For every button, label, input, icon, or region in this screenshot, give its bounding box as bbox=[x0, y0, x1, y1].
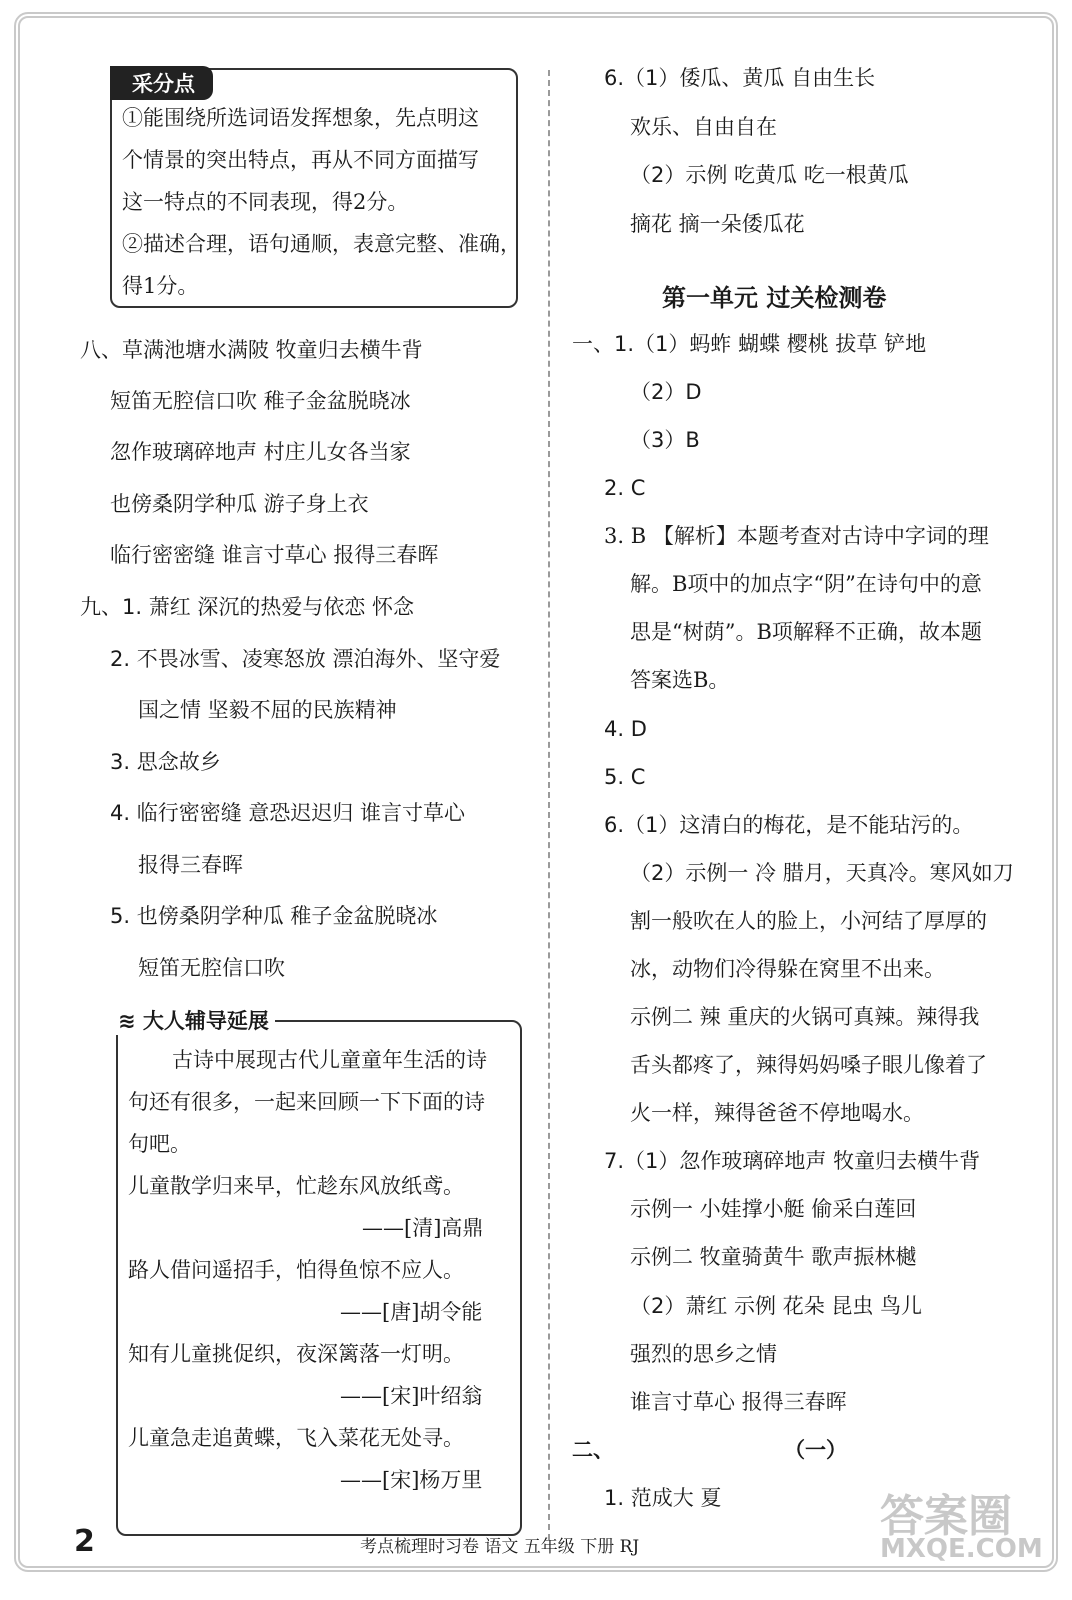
answer-line: 示例二 辣 重庆的火锅可真辣。辣得我 bbox=[630, 1005, 980, 1029]
answer-line: 4. 临行密密缝 意恐迟迟归 谁言寸草心 bbox=[110, 801, 466, 825]
poem-author: ——[清]高鼎 bbox=[362, 1216, 484, 1240]
poem-line: 知有儿童挑促织，夜深篱落一灯明。 bbox=[128, 1342, 464, 1366]
answer-line: 示例二 牧童骑黄牛 歌声振林樾 bbox=[630, 1245, 917, 1269]
answer-line: 欢乐、自由自在 bbox=[630, 115, 777, 139]
answer-line: 也傍桑阴学种瓜 游子身上衣 bbox=[110, 492, 369, 516]
answer-line: 火一样，辣得爸爸不停地喝水。 bbox=[630, 1101, 924, 1125]
scoring-line: ①能围绕所选词语发挥想象，先点明这 bbox=[122, 106, 479, 130]
answer-line: 6.（1）这清白的梅花，是不能玷污的。 bbox=[604, 813, 974, 837]
answer-line: 一、1.（1）蚂蚱 蝴蝶 樱桃 拔草 铲地 bbox=[572, 332, 927, 356]
answer-line: 7.（1）忽作玻璃碎地声 牧童归去横牛背 bbox=[604, 1149, 981, 1173]
answer-line: 答案选B。 bbox=[630, 668, 730, 692]
answer-line: 示例一 小娃撑小艇 偷采白莲回 bbox=[630, 1197, 917, 1221]
watermark-url: MXQE.COM bbox=[880, 1534, 1043, 1564]
watermark-logo: 答案圈 bbox=[880, 1491, 1012, 1542]
extension-title bbox=[112, 1005, 275, 1035]
extension-line: 古诗中展现古代儿童童年生活的诗 bbox=[172, 1048, 487, 1072]
poem-author: ——[唐]胡令能 bbox=[340, 1300, 483, 1324]
poem-line: 儿童散学归来早，忙趁东风放纸鸢。 bbox=[128, 1174, 464, 1198]
answer-line: 八、草满池塘水满陂 牧童归去横牛背 bbox=[80, 338, 423, 362]
answer-line: （2）示例 吃黄瓜 吃一根黄瓜 bbox=[630, 163, 909, 187]
answer-line: 1. 范成大 夏 bbox=[604, 1486, 722, 1510]
answer-line: 2. C bbox=[604, 476, 646, 500]
poem-line: 路人借问遥招手，怕得鱼惊不应人。 bbox=[128, 1258, 464, 1282]
answer-line: 3. B 【解析】本题考查对古诗中字词的理 bbox=[604, 524, 989, 548]
answer-line: 忽作玻璃碎地声 村庄儿女各当家 bbox=[110, 440, 411, 464]
answer-line: 短笛无腔信口吹 bbox=[138, 956, 285, 980]
subsection-number: （一） bbox=[784, 1438, 847, 1462]
scoring-line: 得1分。 bbox=[122, 274, 199, 298]
answer-line: 割一般吹在人的脸上，小河结了厚厚的 bbox=[630, 909, 987, 933]
answer-line: （3）B bbox=[630, 428, 700, 452]
answer-line: 5. C bbox=[604, 765, 646, 789]
answer-line: 解。B项中的加点字“阴”在诗句中的意 bbox=[630, 572, 982, 596]
answer-line: 3. 思念故乡 bbox=[110, 750, 221, 774]
column-divider bbox=[548, 70, 550, 1540]
answer-line: 冰，动物们冷得躲在窝里不出来。 bbox=[630, 957, 945, 981]
answer-line: 国之情 坚毅不屈的民族精神 bbox=[138, 698, 397, 722]
extension-line: 句吧。 bbox=[128, 1132, 191, 1156]
poem-line: 儿童急走追黄蝶，飞入菜花无处寻。 bbox=[128, 1426, 464, 1450]
footer-text: 考点梳理时习卷 语文 五年级 下册 RJ bbox=[360, 1537, 640, 1557]
wave-icon: ≋ bbox=[118, 1009, 136, 1033]
answer-line: 九、1. 萧红 深沉的热爱与依恋 怀念 bbox=[80, 595, 415, 619]
answer-line: 临行密密缝 谁言寸草心 报得三春晖 bbox=[110, 543, 439, 567]
answer-line: 舌头都疼了，辣得妈妈嗓子眼儿像着了 bbox=[630, 1053, 987, 1077]
section-title: 第一单元 过关检测卷 bbox=[662, 284, 887, 312]
page-number: 2 bbox=[74, 1524, 95, 1559]
answer-line: 思是“树荫”。B项解释不正确，故本题 bbox=[630, 620, 982, 644]
scoring-line: 这一特点的不同表现，得2分。 bbox=[122, 190, 409, 214]
answer-line: 强烈的思乡之情 bbox=[630, 1342, 777, 1366]
answer-line: （2）D bbox=[630, 380, 702, 404]
answer-line: 短笛无腔信口吹 稚子金盆脱晓冰 bbox=[110, 389, 411, 413]
answer-line: 5. 也傍桑阴学种瓜 稚子金盆脱晓冰 bbox=[110, 904, 438, 928]
answer-line: （2）示例一 冷 腊月，天真冷。寒风如刀 bbox=[630, 861, 1014, 885]
answer-line: 2. 不畏冰雪、凌寒怒放 漂泊海外、坚守爱 bbox=[110, 647, 501, 671]
scoring-line: 个情景的突出特点，再从不同方面描写 bbox=[122, 148, 479, 172]
poem-author: ——[宋]杨万里 bbox=[340, 1468, 483, 1492]
scoring-line: ②描述合理，语句通顺，表意完整、准确， bbox=[122, 232, 521, 256]
answer-line: 4. D bbox=[604, 717, 647, 741]
poem-author: ——[宋]叶绍翁 bbox=[340, 1384, 483, 1408]
answer-line: 报得三春晖 bbox=[138, 853, 243, 877]
scoring-tag: 采分点 bbox=[110, 66, 213, 100]
answer-line: （2）萧红 示例 花朵 昆虫 鸟儿 bbox=[630, 1294, 923, 1318]
section-number: 二、 bbox=[572, 1438, 614, 1462]
extension-title-text: 大人辅导延展 bbox=[142, 1009, 269, 1033]
answer-line: 摘花 摘一朵倭瓜花 bbox=[630, 212, 805, 236]
extension-line: 句还有很多，一起来回顾一下下面的诗 bbox=[128, 1090, 485, 1114]
answer-line: 谁言寸草心 报得三春晖 bbox=[630, 1390, 847, 1414]
answer-line: 6.（1）倭瓜、黄瓜 自由生长 bbox=[604, 66, 876, 90]
